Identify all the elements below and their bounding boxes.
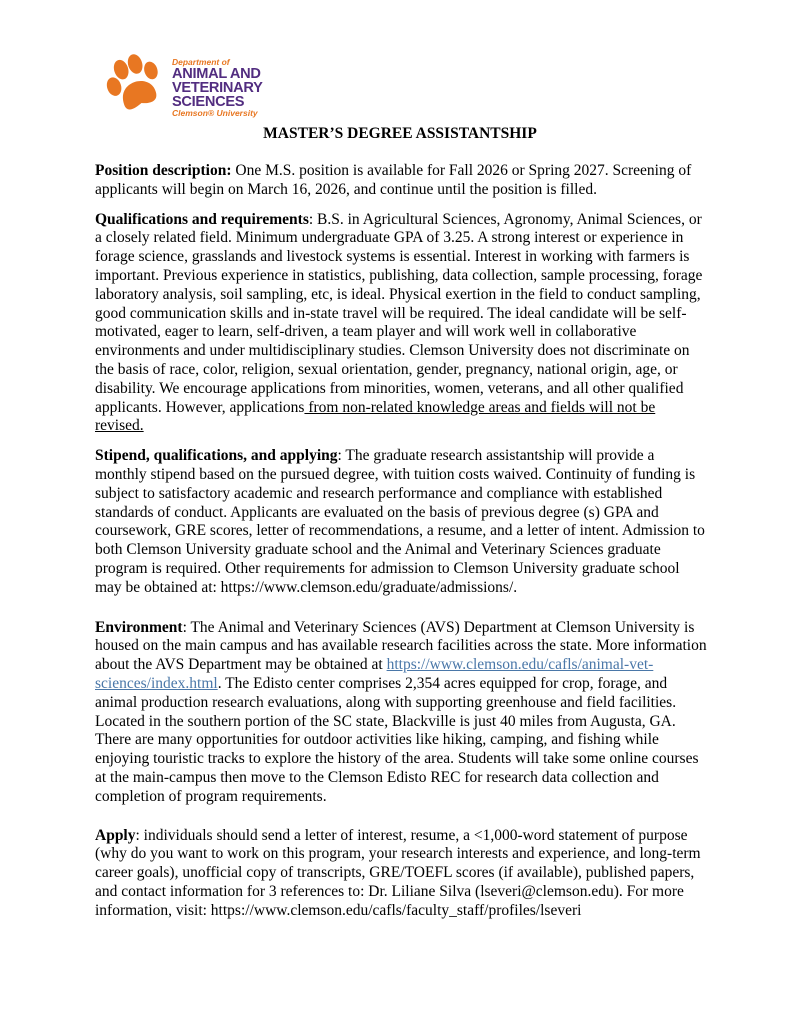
position-text: One M.S. position is available for Fall 2026 or Spring 2027. Screening of applicants will begin on March 16, 2026, and continue until the position is filled. xyxy=(95,162,692,198)
logo-department-of: Department of xyxy=(172,57,230,67)
apply-label: Apply xyxy=(95,826,136,844)
stipend-label: Stipend, qualifications, and applying xyxy=(95,447,338,465)
environment-label: Environment xyxy=(95,618,183,636)
document-body xyxy=(95,162,707,920)
apply-text: : individuals should send a letter of interest, resume, a <1,000-word statement of purpose (why do you want to work on this program, your research interests and experience, and long-term career goals), unofficial copy of transcripts, GRE/TOEFL scores (if available), published papers, and contact information for 3 references to: Dr. Liliane Silva (lseveri@clemson.edu). For more information, visit: https://www.clemson.edu/cafls/faculty_staff/profiles/lseveri xyxy=(95,826,701,919)
environment-paragraph xyxy=(95,619,707,807)
logo-line-2: VETERINARY SCIENCES xyxy=(172,80,263,110)
position-label: Position description: xyxy=(95,162,232,179)
paw-icon xyxy=(104,54,166,112)
logo-line-1: ANIMAL AND xyxy=(172,66,261,82)
department-logo xyxy=(104,52,294,118)
stipend-text: : The graduate research assistantship will provide a monthly stipend based on the pursued degree, with tuition costs waived. Continuity of funding is subject to satisfactory academic and research performance and compliance with established standards of conduct. Applicants are evaluated on the basis of previous degree (s) GPA and coursework, GRE scores, letter of recommendations, a resume, and a letter of intent. Admission to both Clemson University graduate school and the Animal and Veterinary Sciences graduate program is required. Other requirements for admission to Clemson University graduate school may be obtained at: https://www.clemson.edu/graduate/admissions/. xyxy=(95,447,705,596)
position-paragraph xyxy=(95,162,707,200)
qualifications-paragraph xyxy=(95,211,707,437)
environment-text-before: : The Animal and Veterinary Sciences (AVS) Department at Clemson University is housed on the main campus and has available research facilities across the state. More information about the AVS Department may be obtained at xyxy=(95,618,707,674)
page-title: MASTER’S DEGREE ASSISTANTSHIP xyxy=(263,125,537,142)
qualifications-text: : B.S. in Agricultural Sciences, Agronomy, Animal Sciences, or a closely related field. Minimum undergraduate GPA of 3.25. A strong interest or experience in forage science, grasslands and livestock systems is essential. Interest in working with farmers is important. Previous experience in statistics, publishing, data collection, sample processing, forage laboratory analysis, soil sampling, etc, is ideal. Physical exertion in the field to conduct sampling, good communication skills and in-state travel will be required. The ideal candidate will be self-motivated, eager to learn, self-driven, a team player and will work well in collaborative environments and under multidisciplinary studies. Clemson University does not discriminate on the basis of race, color, religion, sexual orientation, gender, pregnancy, national origin, age, or disability. We encourage applications from minorities, women, veterans, and all other qualified applicants. However, applications xyxy=(95,210,703,416)
avs-website-link[interactable]: https://www.clemson.edu/cafls/animal-vet-sciences/index.html xyxy=(95,656,654,692)
qualifications-underlined-text: from non-related knowledge areas and fields will not be revised. xyxy=(95,398,656,435)
apply-paragraph xyxy=(95,827,707,921)
stipend-paragraph xyxy=(95,447,707,597)
logo-university: Clemson® University xyxy=(172,108,258,118)
qualifications-label: Qualifications and requirements xyxy=(95,210,309,228)
environment-text-after: . The Edisto center comprises 2,354 acres equipped for crop, forage, and animal production research evaluations, along with supporting greenhouse and field facilities. Located in the southern portion of the SC state, Blackville is just 40 miles from Augusta, GA. There are many opportunities for outdoor activities like hiking, camping, and fishing while enjoying touristic tracks to explore the history of the area. Students will take some online courses at the main-campus then move to the Clemson Edisto REC for research data collection and completion of program requirements. xyxy=(95,674,699,805)
